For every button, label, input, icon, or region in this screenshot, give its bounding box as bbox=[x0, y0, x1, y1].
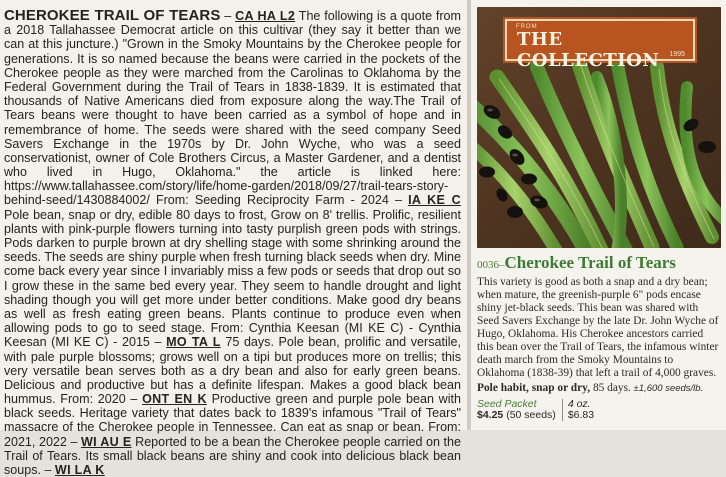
bean-photo bbox=[477, 7, 721, 248]
price-packet[interactable] bbox=[477, 399, 562, 421]
member-code[interactable]: CA HA L2 bbox=[235, 9, 296, 23]
growth-habit: Pole habit, snap or dry, bbox=[477, 382, 591, 395]
banner-from: FROM bbox=[516, 24, 538, 30]
item-heading bbox=[477, 253, 721, 273]
price-4oz[interactable] bbox=[562, 399, 600, 421]
oz-label: 4 oz. bbox=[567, 397, 591, 410]
catalog-entry bbox=[471, 0, 726, 430]
member-code[interactable]: WI AU E bbox=[80, 434, 132, 449]
banner-title: THE COLLECTION bbox=[517, 29, 660, 71]
item-name: Cherokee Trail of Tears bbox=[504, 253, 676, 272]
item-number: 0036– bbox=[477, 259, 505, 271]
packet-price: $4.25 bbox=[477, 408, 504, 421]
member-code[interactable]: ONT EN K bbox=[142, 392, 207, 407]
days-to-maturity: 85 days. bbox=[590, 382, 631, 395]
item-description: This variety is good as both a snap and a dry bean; when mature, the greenish-purple 6" pods encase shiny jet-black seeds. This bean was shared with Seed Savers Exchange by the late Dr. John Wyche of Hugo, Oklahoma. His Cherokee ancestors carried this bean over the Trail of Tears, the infamous winter death march from the Smoky Mountains to Oklahoma (1838-39) that left a trail of 4,000 graves. bbox=[477, 276, 719, 380]
oz-price: $6.83 bbox=[567, 408, 595, 421]
listing-text: CHEROKEE TRAIL OF TEARS – CA HA L2 The following is a quote from a 2018 Tallahassee Democrat article on this cultivar (they say it better than we can at this juncture.) "Grown in the Smoky Mountains by the Cherokee people for generations. It is so named because the beans were carried in the pockets of the Cherokee people as they were marched from the Carolinas to Oklahoma by the Federal Government during the Trail of Tears in 1838-1839. It is estimated that thousands of Native Americans died from exposure along the way.The Trail of Tears beans were thought to have been carried as a symbol of hope and in remembrance of home. The seeds were shared with the seed company Seed Savers Exchange in the 1970s by Dr. John Wyche, who was a seed conservationist, owner of Cole Brothers Circus, a Master Gardener, and a dentist who lived in Hugo, Oklahoma." the article is linked here: https://www.tallahassee.com/story/life/home-garden/2018/09/27/trail-tears-story-behind-seed/1430884002/ From: Seeding Reciprocity Farm - 2024 – IA KE C Pole bean, snap or dry, edible 80 days to frost, Grow on 8' trellis. Prolific, resilient plants with pink-purple flowers turning into tasty purplish green pods with strings. Pods darken to purple brown at dry shelling stage with some shrinking around the seeds. The seeds are shiny purple when fresh turning black seeds when dry. Mine come back every year since I invariably miss a few pods or seeds that drop out so I grow these in the same bed every year. They seem to handle drought and light shading though you will get more under better conditions. Make good dry beans as well as fresh eating green beans. Plants continue to produce even when allowing pods to go to seed stage. From: Cynthia Keesan (MI KE C) - Cynthia Keesan (MI KE C) - 2015 – MO TA L 75 days. Pole bean, prolific and versatile, with pale purple blossoms; grows well on a tipi but produces more on trellis; this very versatile bean serves both as a dry bean and also for early green beans. Delicious and productive but has a definite lifespan. Makes a good black bean hummus. From: 2020 – ONT EN K Productive green and purple pole bean with black seeds. Heritage variety that dates back to 1839's infamous "Trail of Tears" massacre of the Cherokee people in Tennessee. Can eat as snap or bean. From: 2021, 2022 – WI AU E Reported to be a bean the Cherokee people carried on the Trail of Tears. Its small black beans are shiny and cook into delicious black bean soups. – WI LA K bbox=[4, 7, 461, 477]
item-specs bbox=[477, 382, 721, 396]
member-code[interactable]: IA KE C bbox=[408, 193, 461, 208]
price-table bbox=[477, 399, 721, 421]
member-code[interactable]: WI LA K bbox=[54, 463, 105, 477]
variety-title: CHEROKEE TRAIL OF TEARS bbox=[4, 7, 221, 24]
member-code[interactable]: MO TA L bbox=[166, 335, 221, 350]
packet-label: Seed Packet bbox=[477, 397, 537, 410]
banner-year: 1995 bbox=[669, 51, 685, 58]
seeds-per-lb: ±1,600 seeds/lb. bbox=[630, 383, 704, 395]
packet-count: (50 seeds) bbox=[503, 408, 556, 421]
collection-banner bbox=[505, 19, 695, 71]
